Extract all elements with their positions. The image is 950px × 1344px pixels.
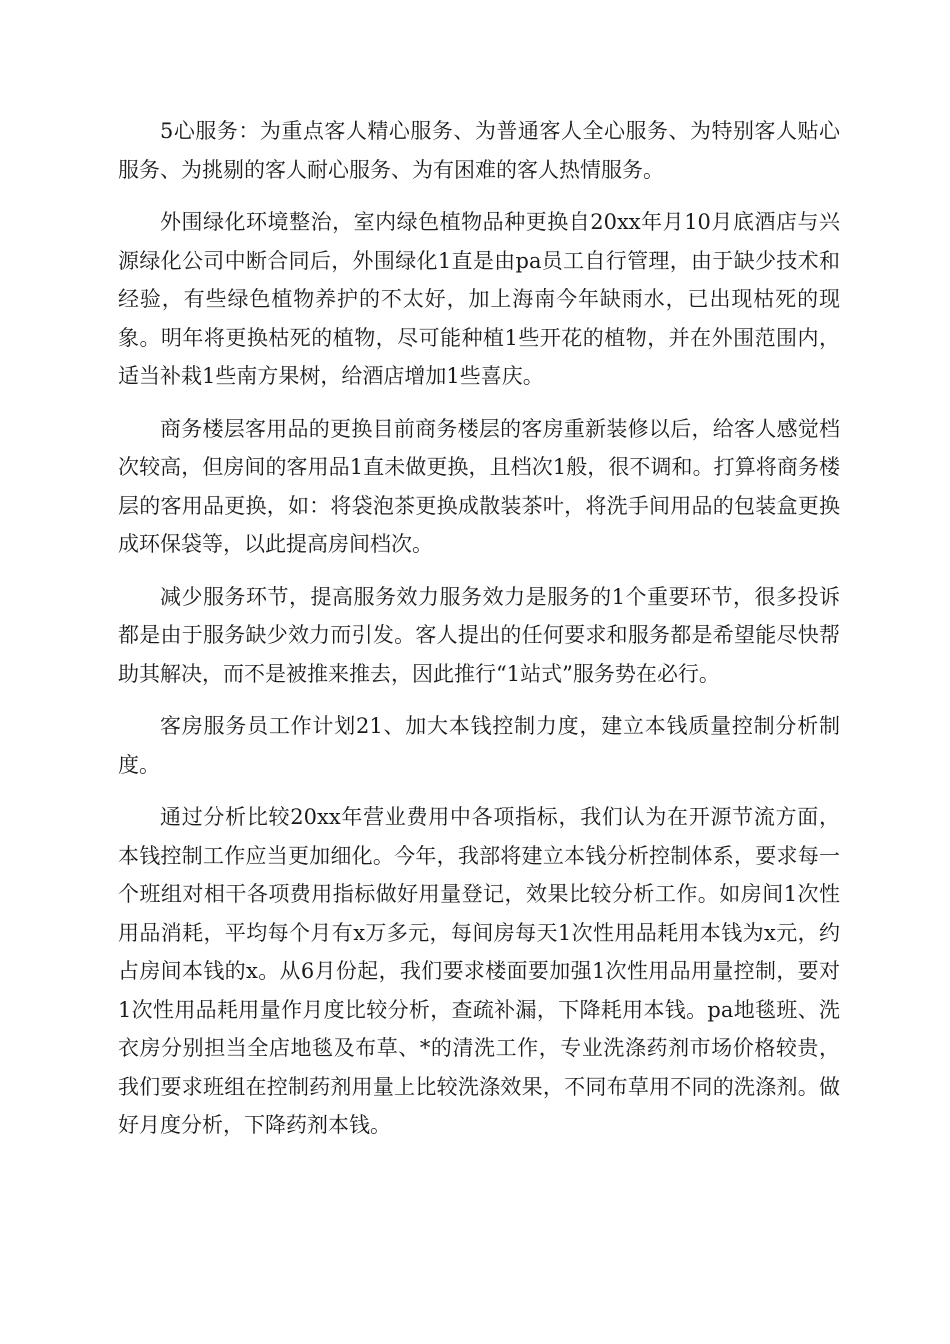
paragraph-service-efficiency: 减少服务环节，提高服务效力服务效力是服务的1个重要环节，很多投诉都是由于服务缺少效力而引发。客人提出的任何要求和服务都是希望能尽快帮助其解决，而不是被推来推去，因此推行“1站式”服务势在必行。 xyxy=(118,584,840,686)
paragraph-business-floor-supplies: 商务楼层客用品的更换目前商务楼层的客房重新装修以后，给客人感觉档次较高，但房间的客用品1直未做更换，且档次1般，很不调和。打算将商务楼层的客用品更换，如：将袋泡茶更换成散装茶叶，将洗手间用品的包装盒更换成环保袋等，以此提高房间档次。 xyxy=(118,416,840,556)
paragraph-cost-control-plan: 客房服务员工作计划21、加大本钱控制力度，建立本钱质量控制分析制度。 xyxy=(118,714,840,777)
paragraph-greening: 外围绿化环境整治，室内绿色植物品种更换自20xx年月10月底酒店与兴源绿化公司中断合同后，外围绿化1直是由pa员工自行管理，由于缺少技术和经验，有些绿色植物养护的不太好，加上海南今年缺雨水，已出现枯死的现象。明年将更换枯死的植物，尽可能种植1些开花的植物，并在外围范围内，适当补栽1些南方果树，给酒店增加1些喜庆。 xyxy=(118,210,840,388)
paragraph-five-heart-service: 5心服务：为重点客人精心服务、为普通客人全心服务、为特别客人贴心服务、为挑剔的客人耐心服务、为有困难的客人热情服务。 xyxy=(118,119,840,182)
paragraph-cost-analysis: 通过分析比较20xx年营业费用中各项指标，我们认为在开源节流方面，本钱控制工作应当更加细化。今年，我部将建立本钱分析控制体系，要求每一个班组对相干各项费用指标做好用量登记，效果比较分析工作。如房间1次性用品消耗，平均每个月有x万多元，每间房每天1次性用品耗用本钱为x元，约占房间本钱的x。从6月份起，我们要求楼面要加强1次性用品用量控制，要对1次性用品耗用量作月度比较分析，查疏补漏，下降耗用本钱。pa地毯班、洗衣房分别担当全店地毯及布草、*的清洗工作，专业洗涤药剂市场价格较贵，我们要求班组在控制药剂用量上比较洗涤效果，不同布草用不同的洗涤剂。做好月度分析，下降药剂本钱。 xyxy=(118,805,840,1137)
document-body xyxy=(118,112,840,1159)
